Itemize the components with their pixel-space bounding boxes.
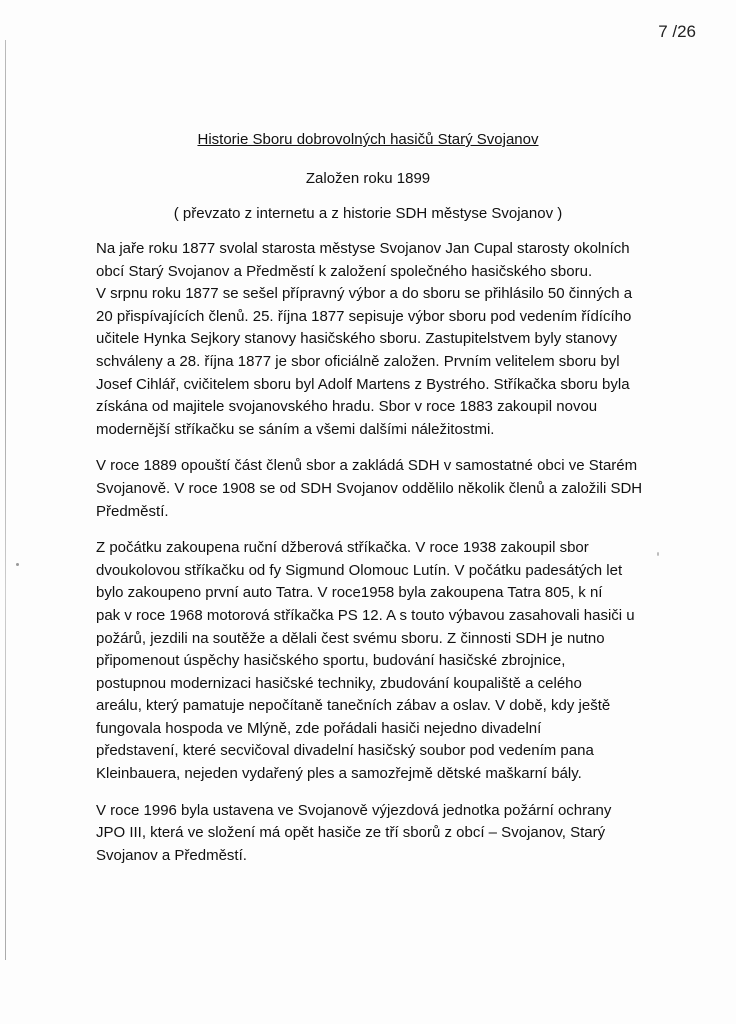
text-line: 20 přispívajících členů. 25. října 1877 sepisuje výbor sboru pod vedením řídícího (96, 307, 632, 325)
text-line: pak v roce 1968 motorová stříkačka PS 12. A s touto výbavou zasahovali hasiči u (96, 606, 635, 624)
text-line: Na jaře roku 1877 svolal starosta městyse Svojanov Jan Cupal starosty okolních (96, 240, 630, 257)
founded-line: Založen roku 1899 (305, 170, 431, 187)
text-line: modernější stříkačku se sáním a všemi dalšími náležitostmi. (96, 420, 495, 438)
paragraph (96, 537, 676, 786)
paragraph (96, 800, 676, 868)
page-number: 7 /26 (658, 22, 696, 41)
text-line: V roce 1996 byla ustavena ve Svojanově výjezdová jednotka požární ochrany (96, 801, 612, 819)
text-line: Josef Cihlář, cvičitelem sboru byl Adolf Martens z Bystrého. Stříkačka sboru byla (96, 375, 630, 393)
paragraph (96, 455, 676, 523)
text-line: Z počátku zakoupena ruční džberová stříkačka. V roce 1938 zakoupil sbor (96, 539, 589, 557)
text-line: připomenout úspěchy hasičského sportu, budování hasičské zbrojnice, (96, 652, 566, 670)
paragraph (96, 238, 676, 441)
text-line: schváleny a 28. října 1877 je sbor oficiálně založen. Prvním velitelem sboru byl (96, 352, 620, 370)
text-line: bylo zakoupeno první auto Tatra. V roce1958 byla zakoupena Tatra 805, k ní (96, 584, 603, 602)
text-line: areálu, který pamatuje nepočítaně tanečních zábav a oslav. V době, kdy ještě (96, 697, 611, 715)
text-line: JPO III, která ve složení má opět hasiče ze tří sborů z obcí – Svojanov, Starý (96, 824, 606, 842)
text-line: představení, které secvičoval divadelní hasičský soubor pod vedením pana (96, 742, 594, 760)
text-line: učitele Hynka Sejkory stanovy hasičského sboru. Zastupitelstvem byly stanovy (96, 330, 618, 348)
text-line: Svojanov a Předměstí. (96, 846, 247, 864)
text-line: fungovala hospoda ve Mlýně, zde pořádali hasiči nejedno divadelní (96, 719, 542, 737)
text-line: Předměstí. (96, 502, 169, 520)
text-line: Kleinbauera, nejeden vydařený ples a samozřejmě dětské maškarní bály. (96, 765, 582, 783)
text-line: Svojanově. V roce 1908 se od SDH Svojanov oddělilo několik členů a založili SDH (96, 479, 643, 497)
document-body (96, 238, 676, 881)
source-note: ( převzato z internetu a z historie SDH městyse Svojanov ) (173, 205, 563, 222)
text-line: požárů, jezdili na soutěže a dělali čest svému sboru. Z činnosti SDH je nutno (96, 629, 605, 647)
scan-speck (16, 563, 19, 566)
text-line: dvoukolovou stříkačku od fy Sigmund Olomouc Lutín. V počátku padesátých let (96, 561, 623, 579)
text-line: V srpnu roku 1877 se sešel přípravný výbor a do sboru se přihlásilo 50 činných a (96, 285, 633, 303)
text-line: obcí Starý Svojanov a Předměstí k založení společného hasičského sboru. (96, 262, 593, 280)
text-line: získána od majitele svojanovského hradu. Sbor v roce 1883 zakoupil novou (96, 398, 598, 416)
text-line: V roce 1889 opouští část členů sbor a zakládá SDH v samostatné obci ve Starém (96, 457, 638, 475)
text-line: postupnou modernizaci hasičské techniky, zbudování koupaliště a celého (96, 674, 582, 692)
document-title: Historie Sboru dobrovolných hasičů Starý Svojanov (197, 131, 539, 148)
